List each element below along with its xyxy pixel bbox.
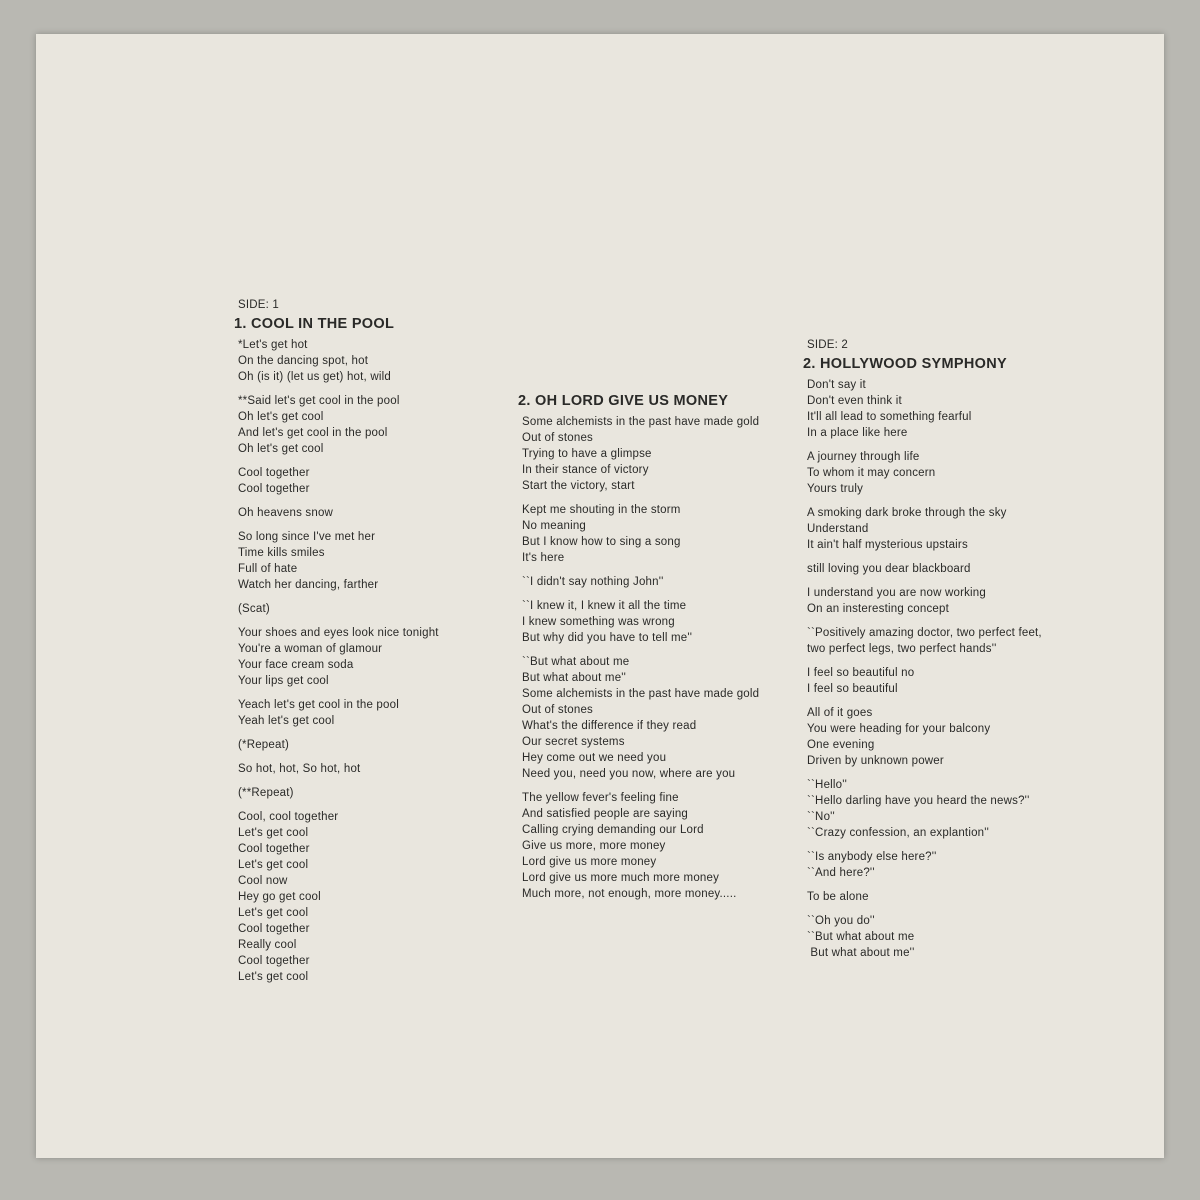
lyric-line: Yours truly — [807, 483, 864, 495]
lyric-line: ``Oh you do'' — [807, 915, 875, 927]
lyric-line: Hey go get cool — [238, 891, 321, 903]
song-title-cool-in-the-pool: 1. COOL IN THE POOL — [234, 316, 395, 332]
lyric-line: Really cool — [238, 939, 297, 951]
lyric-line: Don't even think it — [807, 395, 902, 407]
lyric-line: Driven by unknown power — [807, 755, 944, 767]
lyric-line: It'll all lead to something fearful — [807, 411, 972, 423]
lyric-line: Calling crying demanding our Lord — [522, 824, 704, 836]
lyric-line: Hey come out we need you — [522, 752, 667, 764]
stanza — [807, 505, 1042, 553]
lyric-line: It's here — [522, 552, 565, 564]
lyric-line: Full of hate — [238, 563, 298, 575]
lyric-line: But what about me'' — [522, 672, 627, 684]
lyric-line: You're a woman of glamour — [238, 643, 383, 655]
side1-column — [234, 297, 439, 993]
lyric-line: ``Is anybody else here?'' — [807, 851, 937, 863]
lyric-line: Our secret systems — [522, 736, 625, 748]
lyric-line: Don't say it — [807, 379, 866, 391]
stanza — [807, 777, 1042, 841]
lyric-line: Yeah let's get cool — [238, 715, 335, 727]
lyric-line: It ain't half mysterious upstairs — [807, 539, 968, 551]
lyric-line: I feel so beautiful — [807, 683, 898, 695]
lyric-line: A journey through life — [807, 451, 920, 463]
lyric-sheet — [36, 34, 1164, 1158]
lyric-line: I knew something was wrong — [522, 616, 675, 628]
lyric-line: The yellow fever's feeling fine — [522, 792, 679, 804]
lyric-line: I feel so beautiful no — [807, 667, 915, 679]
lyric-line: In their stance of victory — [522, 464, 649, 476]
stanza — [807, 625, 1042, 657]
lyric-line: Cool together — [238, 955, 310, 967]
stanza — [807, 889, 1042, 905]
lyric-line: Some alchemists in the past have made gold — [522, 416, 760, 428]
lyric-line: (**Repeat) — [238, 787, 294, 799]
lyric-line: But I know how to sing a song — [522, 536, 681, 548]
lyric-line: Let's get cool — [238, 907, 309, 919]
lyric-line: To whom it may concern — [807, 467, 936, 479]
lyric-line: Cool together — [238, 467, 310, 479]
lyric-line: Give us more, more money — [522, 840, 666, 852]
lyric-line: Time kills smiles — [238, 547, 325, 559]
stanza — [238, 601, 439, 617]
lyric-line: To be alone — [807, 891, 869, 903]
lyric-line: But what about me'' — [807, 947, 915, 959]
lyric-line: Out of stones — [522, 704, 593, 716]
lyric-line: So hot, hot, So hot, hot — [238, 763, 361, 775]
lyric-line: Let's get cool — [238, 859, 309, 871]
lyric-line: (Scat) — [238, 603, 270, 615]
side-label: SIDE: 2 — [807, 339, 849, 351]
lyric-line: Kept me shouting in the storm — [522, 504, 681, 516]
lyric-line: ``I didn't say nothing John'' — [522, 576, 664, 588]
stanza — [807, 913, 1042, 961]
stanza — [807, 561, 1042, 577]
stanza — [238, 393, 439, 457]
stanza — [522, 574, 759, 590]
lyric-line: Understand — [807, 523, 869, 535]
lyric-line: **Said let's get cool in the pool — [238, 395, 400, 407]
stanza — [238, 529, 439, 593]
stanza — [807, 849, 1042, 881]
stanza — [238, 465, 439, 497]
stanza — [807, 449, 1042, 497]
lyric-line: ``And here?'' — [807, 867, 875, 879]
lyric-line: All of it goes — [807, 707, 873, 719]
lyric-line: Trying to have a glimpse — [522, 448, 652, 460]
stanza — [522, 598, 759, 646]
lyric-line: Out of stones — [522, 432, 593, 444]
lyric-line: Lord give us more much more money — [522, 872, 720, 884]
stanza — [807, 377, 1042, 441]
stanza — [238, 809, 439, 985]
lyric-line: (*Repeat) — [238, 739, 290, 751]
lyric-line: I understand you are now working — [807, 587, 987, 599]
lyrics-oh-lord-give-us-money — [522, 414, 759, 902]
lyrics-hollywood-symphony — [807, 377, 1042, 961]
lyric-line: Oh let's get cool — [238, 443, 324, 455]
lyric-line: Let's get cool — [238, 827, 309, 839]
lyric-line: Some alchemists in the past have made gold — [522, 688, 760, 700]
lyric-line: Let's get cool — [238, 971, 309, 983]
stanza — [522, 790, 759, 902]
lyric-line: Cool, cool together — [238, 811, 339, 823]
stanza — [238, 737, 439, 753]
lyric-line: Cool together — [238, 923, 310, 935]
lyric-line: You were heading for your balcony — [807, 723, 991, 735]
lyric-line: ``Hello darling have you heard the news?'' — [807, 795, 1030, 807]
lyric-line: Oh (is it) (let us get) hot, wild — [238, 371, 391, 383]
lyric-line: On an insteresting concept — [807, 603, 950, 615]
lyric-line: But why did you have to tell me'' — [522, 632, 693, 644]
stanza — [807, 705, 1042, 769]
stanza — [522, 414, 759, 494]
lyric-line: One evening — [807, 739, 875, 751]
lyrics-cool-in-the-pool — [238, 337, 439, 985]
lyric-line: Cool together — [238, 843, 310, 855]
lyric-line: A smoking dark broke through the sky — [807, 507, 1007, 519]
lyric-line: Oh let's get cool — [238, 411, 324, 423]
lyric-line: Need you, need you now, where are you — [522, 768, 736, 780]
lyric-line: two perfect legs, two perfect hands'' — [807, 643, 997, 655]
stanza — [522, 654, 759, 782]
lyric-line: No meaning — [522, 520, 587, 532]
lyric-line: Your lips get cool — [238, 675, 329, 687]
lyric-line: Your face cream soda — [238, 659, 354, 671]
lyric-line: ``Hello'' — [807, 779, 848, 791]
song-title-oh-lord-give-us-money: 2. OH LORD GIVE US MONEY — [518, 393, 729, 409]
lyric-line: Yeach let's get cool in the pool — [238, 699, 399, 711]
lyric-line: What's the difference if they read — [522, 720, 697, 732]
stanza — [238, 505, 439, 521]
stanza — [238, 697, 439, 729]
side-label: SIDE: 1 — [238, 299, 280, 311]
lyric-line: Lord give us more money — [522, 856, 657, 868]
song-title-hollywood-symphony: 2. HOLLYWOOD SYMPHONY — [803, 356, 1007, 372]
lyric-line: ``Positively amazing doctor, two perfect feet, — [807, 627, 1042, 639]
lyric-line: On the dancing spot, hot — [238, 355, 369, 367]
lyric-line: Cool together — [238, 483, 310, 495]
lyric-line: Much more, not enough, more money..... — [522, 888, 737, 900]
stanza — [238, 337, 439, 385]
lyric-line: ``I knew it, I knew it all the time — [522, 600, 687, 612]
lyric-line: Cool now — [238, 875, 288, 887]
lyric-line: Oh heavens snow — [238, 507, 334, 519]
lyric-line: ``But what about me — [807, 931, 915, 943]
lyric-line: In a place like here — [807, 427, 908, 439]
lyric-line: ``Crazy confession, an explantion'' — [807, 827, 990, 839]
lyric-line: ``No'' — [807, 811, 835, 823]
lyric-line: Your shoes and eyes look nice tonight — [238, 627, 439, 639]
lyric-line: Start the victory, start — [522, 480, 635, 492]
stanza — [238, 625, 439, 689]
lyric-line: And let's get cool in the pool — [238, 427, 388, 439]
lyric-line: ``But what about me — [522, 656, 630, 668]
lyric-line: And satisfied people are saying — [522, 808, 689, 820]
side1-song2-column — [518, 392, 760, 910]
lyric-line: Watch her dancing, farther — [238, 579, 379, 591]
side2-column — [803, 337, 1042, 969]
stanza — [238, 785, 439, 801]
stanza — [238, 761, 439, 777]
stanza — [807, 665, 1042, 697]
lyric-line: So long since I've met her — [238, 531, 376, 543]
stanza — [522, 502, 759, 566]
stanza — [807, 585, 1042, 617]
lyric-line: still loving you dear blackboard — [807, 563, 971, 575]
lyric-line: *Let's get hot — [238, 339, 308, 351]
